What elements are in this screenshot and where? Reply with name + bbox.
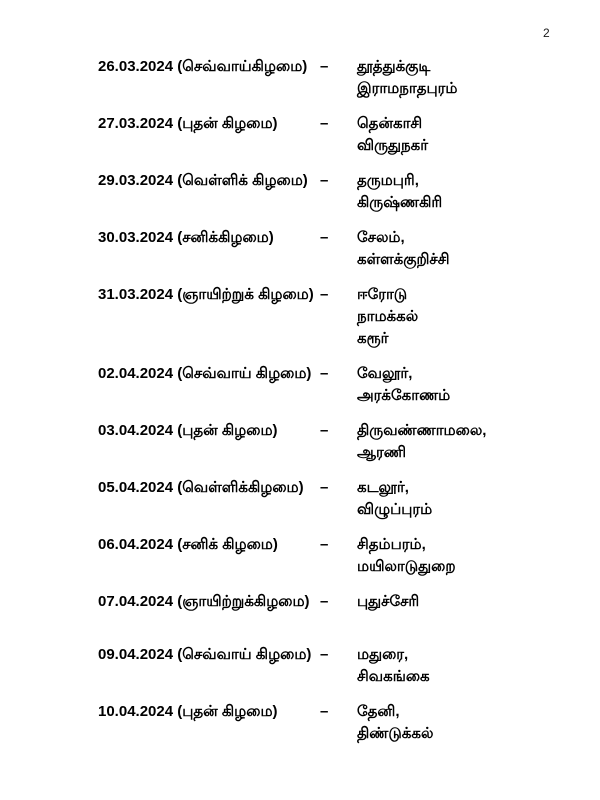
schedule-entry: [98, 644, 568, 688]
dash-separator: –: [320, 365, 329, 382]
schedule-entry: [98, 56, 568, 100]
place-line: தேனி,: [357, 703, 400, 720]
entry-date-cell: [98, 420, 320, 442]
place-line: கள்ளக்குறிச்சி: [357, 251, 450, 268]
entry-date: 09.04.2024: [98, 646, 174, 663]
place-line: விழுப்புரம்: [357, 501, 433, 518]
entry-day: (செவ்வாய்கிழமை): [177, 58, 308, 75]
entry-date: 27.03.2024: [98, 115, 174, 132]
place-line: இராமநாதபுரம்: [357, 80, 458, 97]
entry-date-cell: [98, 113, 320, 135]
place-line: நாமக்கல்: [357, 308, 419, 325]
dash-separator: –: [320, 58, 329, 75]
place-line: திருவண்ணாமலை,: [357, 422, 487, 439]
schedule-list: [98, 56, 568, 758]
place-line: ஆரணி: [357, 444, 407, 461]
place-line: கடலூர்,: [357, 479, 409, 496]
entry-places: [357, 420, 568, 464]
dash-separator: –: [320, 229, 329, 246]
entry-date-cell: [98, 170, 320, 192]
place-line: விருதுநகர்: [357, 137, 429, 154]
entry-date: 02.04.2024: [98, 365, 174, 382]
place-line: தருமபுரி,: [357, 172, 419, 189]
dash-separator: –: [320, 646, 329, 663]
dash-separator: –: [320, 536, 329, 553]
place-line: சேலம்,: [357, 229, 405, 246]
entry-day: (வெள்ளிக்கிழமை): [177, 479, 304, 496]
entry-date-cell: [98, 534, 320, 556]
place-line: திண்டுக்கல்: [357, 725, 434, 742]
entry-date-cell: [98, 284, 320, 306]
entry-day: (சனிக் கிழமை): [177, 536, 278, 553]
entry-day: (செவ்வாய் கிழமை): [177, 646, 312, 663]
schedule-entry: [98, 227, 568, 271]
entry-day: (ஞாயிற்றுக்கிழமை): [177, 593, 310, 610]
schedule-entry: [98, 170, 568, 214]
entry-day: (புதன் கிழமை): [177, 703, 278, 720]
entry-day: (புதன் கிழமை): [177, 422, 278, 439]
place-line: தூத்துக்குடி: [357, 58, 431, 75]
schedule-entry: [98, 701, 568, 745]
dash-separator: –: [320, 479, 329, 496]
entry-date: 03.04.2024: [98, 422, 174, 439]
entry-day: (வெள்ளிக் கிழமை): [177, 172, 308, 189]
place-line: ஈரோடு: [357, 286, 408, 303]
place-line: கிருஷ்ணகிரி: [357, 194, 443, 211]
entry-places: [357, 363, 568, 407]
place-line: அரக்கோணம்: [357, 387, 451, 404]
place-line: சிதம்பரம்,: [357, 536, 426, 553]
entry-places: [357, 644, 568, 688]
schedule-entry: [98, 477, 568, 521]
place-line: வேலூர்,: [357, 365, 413, 382]
entry-date: 10.04.2024: [98, 703, 174, 720]
dash-separator: –: [320, 286, 329, 303]
schedule-entry: [98, 534, 568, 578]
entry-date-cell: [98, 701, 320, 723]
schedule-entry: [98, 420, 568, 464]
entry-places: [357, 591, 568, 613]
entry-date-cell: [98, 227, 320, 249]
dash-separator: –: [320, 422, 329, 439]
entry-date-cell: [98, 591, 320, 613]
entry-date: 31.03.2024: [98, 286, 174, 303]
entry-day: (செவ்வாய் கிழமை): [177, 365, 312, 382]
entry-date: 29.03.2024: [98, 172, 174, 189]
place-line: கரூர்: [357, 330, 389, 347]
place-line: சிவகங்கை: [357, 668, 430, 685]
entry-places: [357, 477, 568, 521]
entry-places: [357, 284, 568, 350]
schedule-entry: [98, 284, 568, 350]
entry-day: (புதன் கிழமை): [177, 115, 278, 132]
entry-places: [357, 227, 568, 271]
place-line: மயிலாடுதுறை: [357, 558, 456, 575]
entry-places: [357, 701, 568, 745]
place-line: புதுச்சேரி: [357, 593, 420, 610]
entry-date: 05.04.2024: [98, 479, 174, 496]
entry-places: [357, 170, 568, 214]
entry-date: 30.03.2024: [98, 229, 174, 246]
entry-day: (ஞாயிற்றுக் கிழமை): [177, 286, 314, 303]
place-line: தென்காசி: [357, 115, 423, 132]
page-number: 2: [543, 26, 550, 40]
schedule-entry: [98, 363, 568, 407]
entry-date: 26.03.2024: [98, 58, 174, 75]
place-line: மதுரை,: [357, 646, 409, 663]
entry-places: [357, 56, 568, 100]
schedule-entry: [98, 113, 568, 157]
entry-places: [357, 113, 568, 157]
entry-date: 07.04.2024: [98, 593, 174, 610]
dash-separator: –: [320, 593, 329, 610]
entry-date-cell: [98, 56, 320, 78]
entry-date: 06.04.2024: [98, 536, 174, 553]
entry-date-cell: [98, 363, 320, 385]
dash-separator: –: [320, 172, 329, 189]
schedule-entry: [98, 591, 568, 613]
dash-separator: –: [320, 115, 329, 132]
entry-places: [357, 534, 568, 578]
dash-separator: –: [320, 703, 329, 720]
entry-date-cell: [98, 644, 320, 666]
entry-date-cell: [98, 477, 320, 499]
entry-day: (சனிக்கிழமை): [177, 229, 274, 246]
